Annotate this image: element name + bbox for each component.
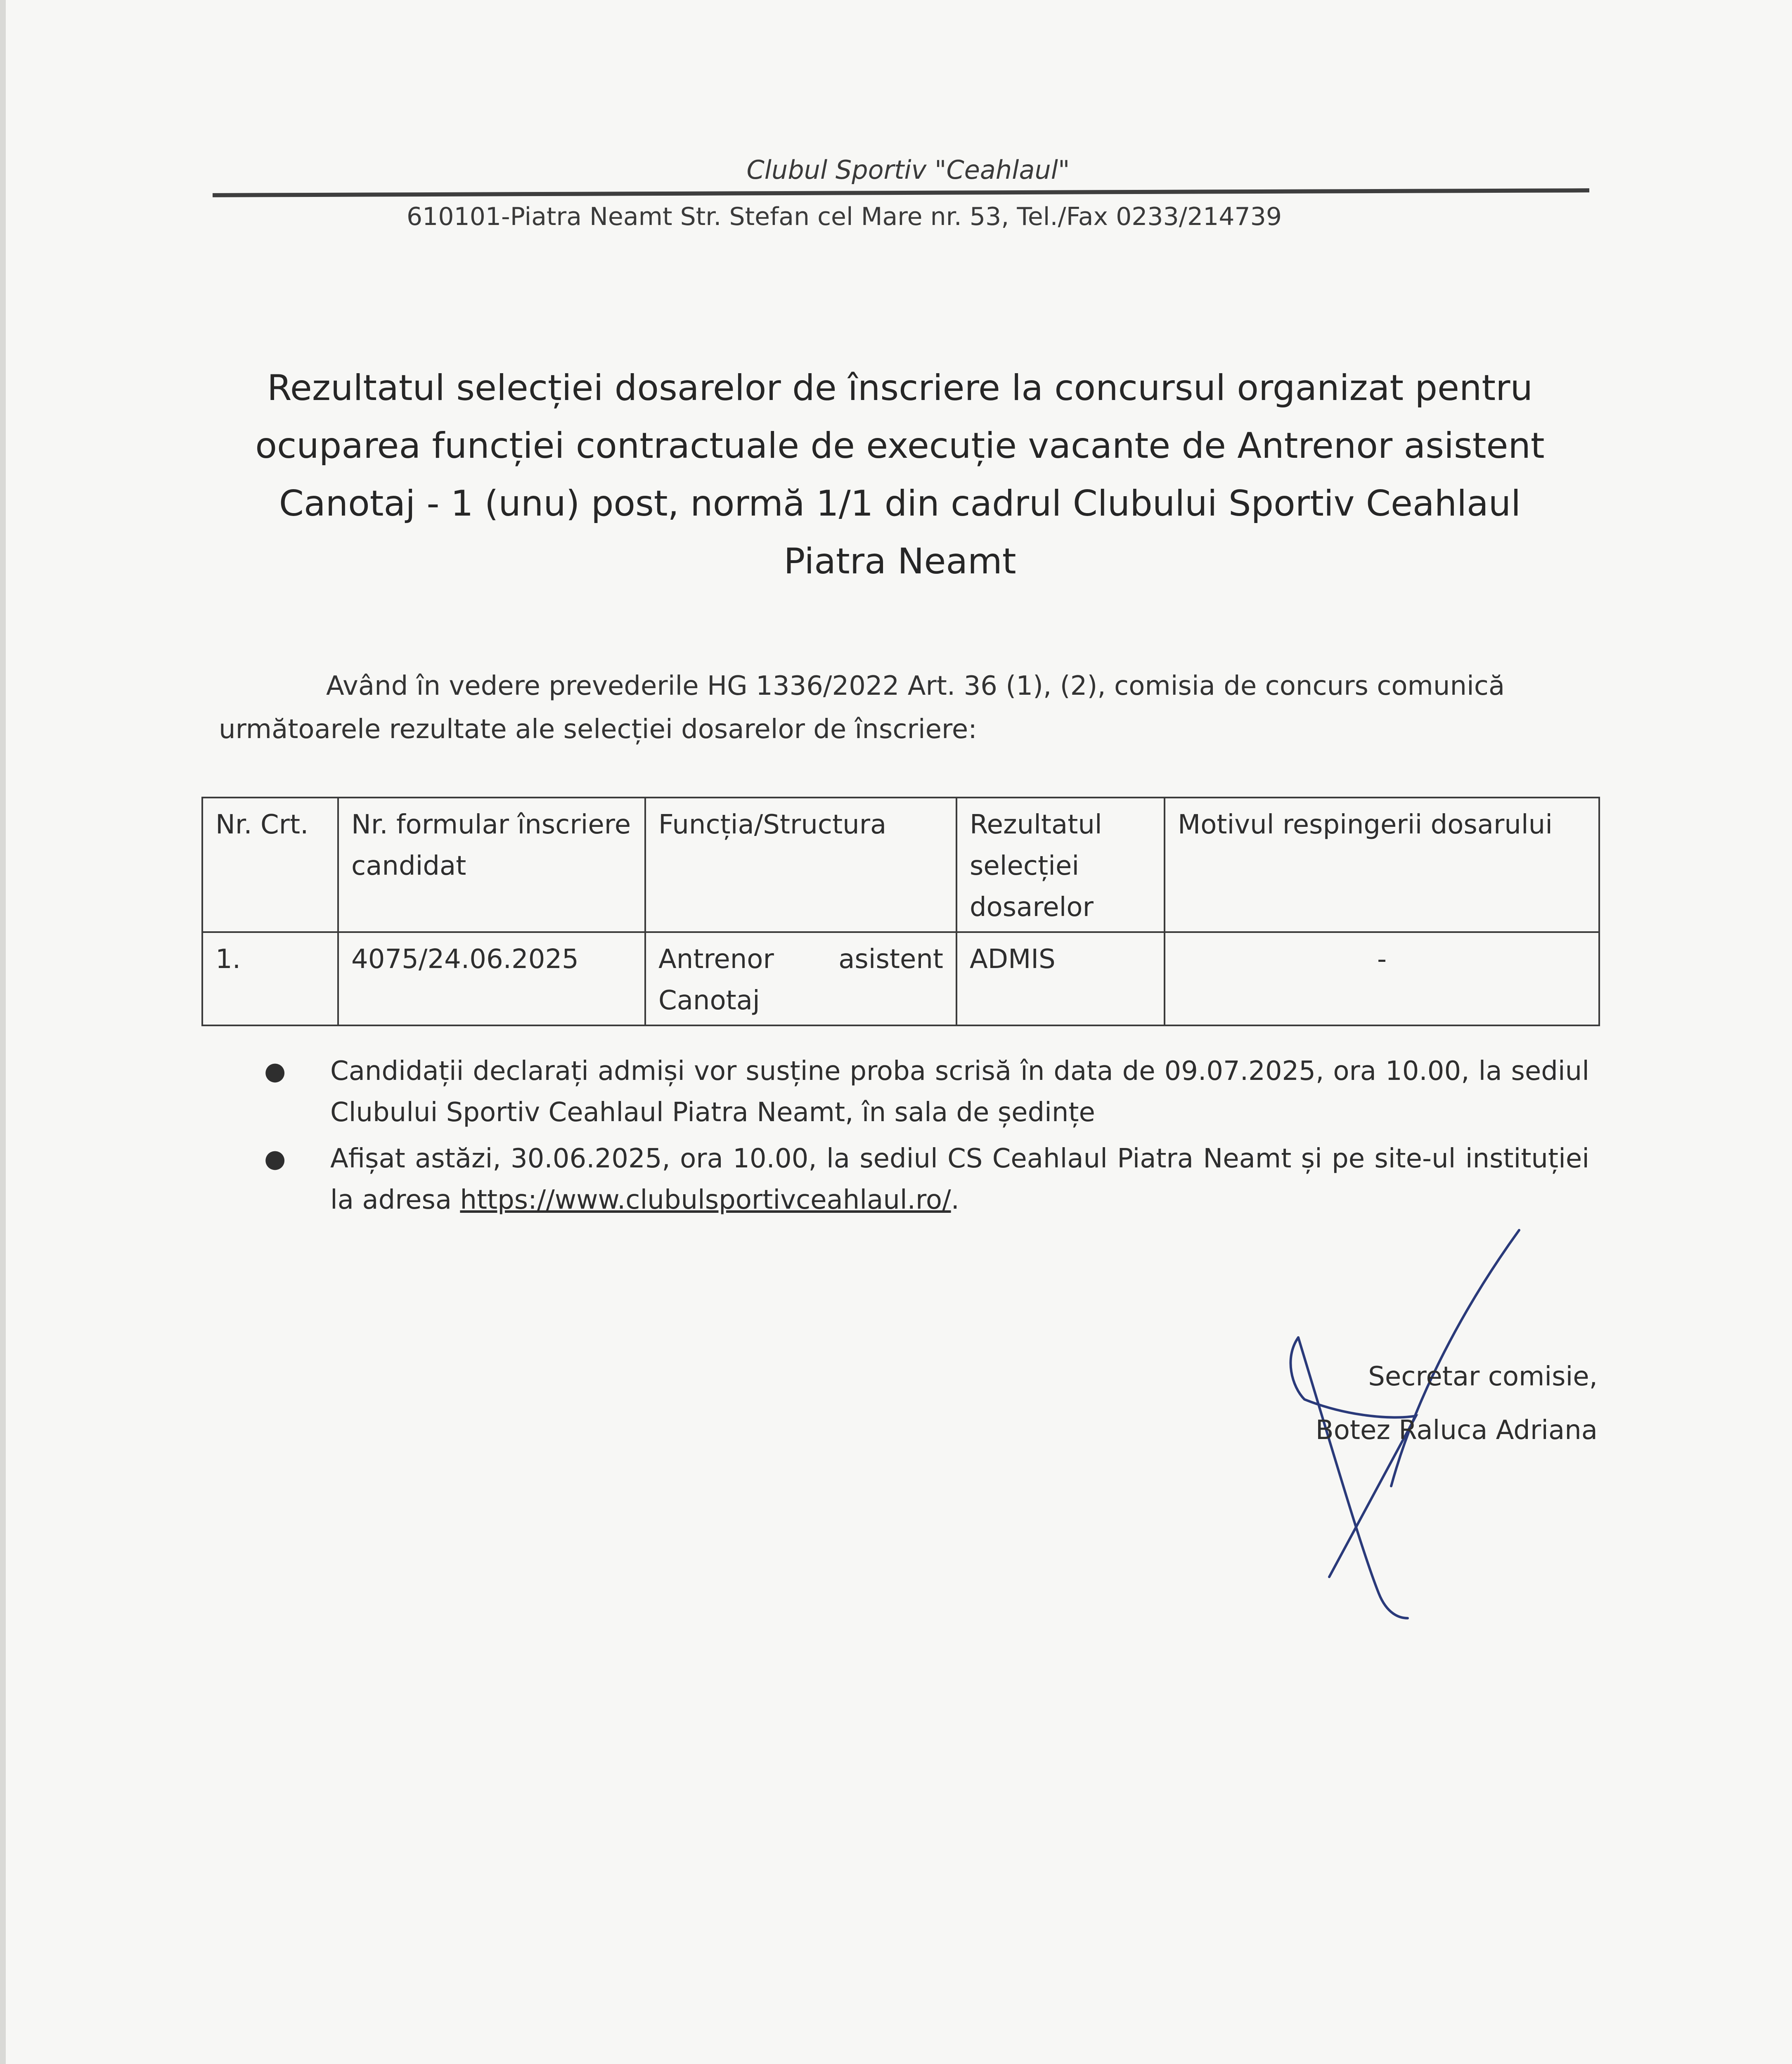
bullet-text-1: Candidații declarați admiși vor susține proba scrisă în data de 09.07.2025, ora 10.00, la sediul Clubului Sportiv Ceahlaul Piatra Neamt, în sala de ședințe: [330, 1056, 1589, 1128]
cell-motiv: -: [1165, 932, 1599, 1025]
document-title: Rezultatul selecției dosarelor de înscriere la concursul organizat pentru ocuparea funcției contractuale de execuție vacante de Antrenor asistent Canotaj - 1 (unu) post, normă 1/1 din cadrul Clubului Sportiv Ceahlaul Piatra Neamt: [255, 367, 1545, 582]
bullet-dot-icon: ●: [264, 1144, 286, 1173]
header-address: 610101-Piatra Neamt Str. Stefan cel Mare nr. 53, Tel./Fax 0233/214739: [407, 202, 1282, 231]
functia-line2: Canotaj: [658, 985, 760, 1016]
cell-formular: 4075/24.06.2025: [338, 932, 645, 1025]
bullet-list: [264, 1051, 1589, 1226]
table-header-row: [202, 798, 1599, 932]
signature-role: Secretar comisie,: [1368, 1361, 1598, 1392]
bullet-2-prefix: Afișat astăzi, 30.06.2025, ora 10.00, la sediul CS Ceahlaul Piatra Neamt și pe site-ul instituției la adresa: [330, 1143, 1589, 1215]
cell-functia: [645, 932, 956, 1025]
header-rule: [213, 188, 1589, 197]
table-row: [202, 932, 1599, 1025]
intro-text: Având în vedere prevederile HG 1336/2022 Art. 36 (1), (2), comisia de concurs comunică următoarele rezultate ale selecției dosarelor de înscriere:: [219, 671, 1505, 745]
signature-block: [1284, 1350, 1598, 1457]
header-formular: Nr. formular înscriere candidat: [338, 798, 645, 932]
header-motiv: Motivul respingerii dosarului: [1165, 798, 1599, 932]
website-link[interactable]: https://www.clubulsportivceahlaul.ro/: [460, 1185, 951, 1215]
bullet-2-suffix: .: [951, 1185, 959, 1215]
header-nr: Nr. Crt.: [202, 798, 338, 932]
results-table: [201, 797, 1600, 1026]
page-edge: [0, 0, 6, 2064]
cell-nr: 1.: [202, 932, 338, 1025]
intro-paragraph: [219, 665, 1593, 751]
list-item: [264, 1138, 1589, 1221]
signature-name: Botez Raluca Adriana: [1315, 1415, 1598, 1446]
header-functia: Funcția/Structura: [645, 798, 956, 932]
functia-word1: Antrenor: [658, 944, 774, 975]
header-rezultat: Rezultatul selecției dosarelor: [956, 798, 1165, 932]
functia-word2: asistent: [838, 944, 943, 975]
bullet-text-2: [330, 1138, 1589, 1221]
functia-line1: [658, 939, 943, 980]
bullet-dot-icon: ●: [264, 1057, 286, 1086]
header-org-name: Clubul Sportiv "Ceahlaul": [746, 155, 1070, 185]
cell-rezultat: ADMIS: [956, 932, 1165, 1025]
list-item: [264, 1051, 1589, 1133]
